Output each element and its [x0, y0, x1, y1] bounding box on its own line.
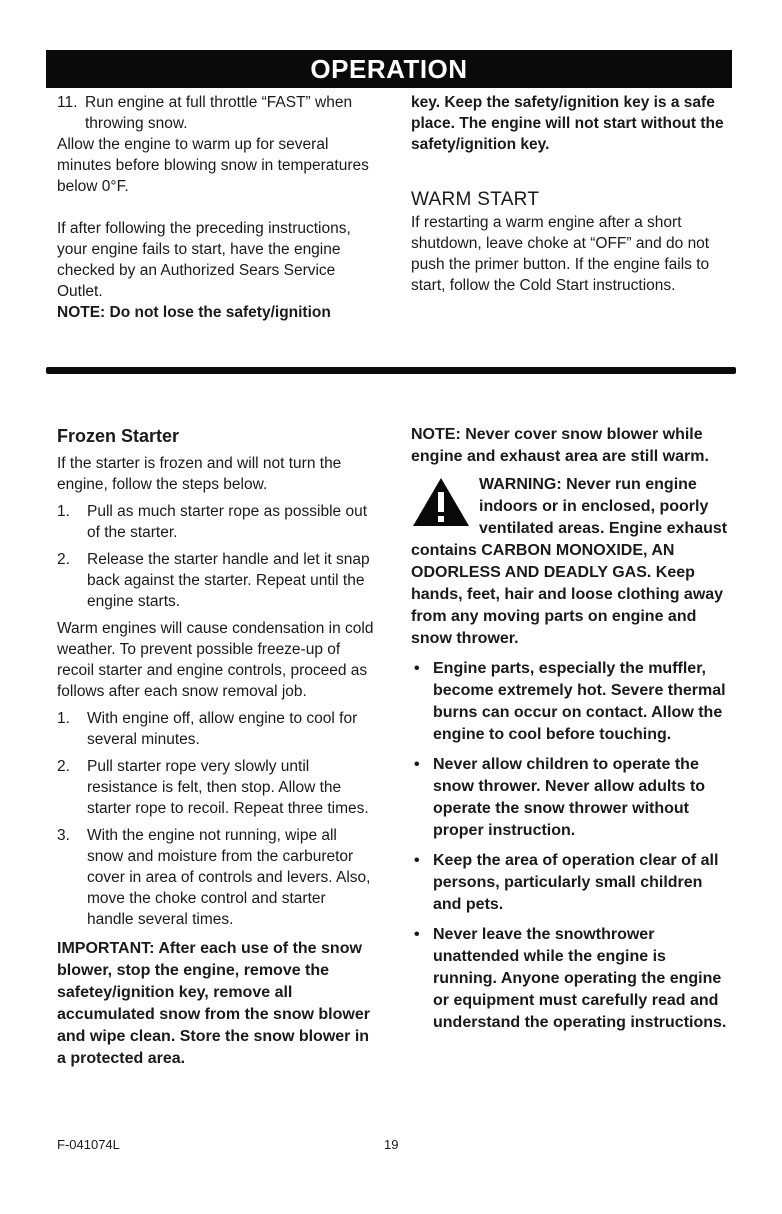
page-number: 19	[384, 1137, 399, 1152]
warning-text: WARNING: Never run engine indoors or in enclosed, poorly ventilated areas. Engine exhaust contains CARBON MONOXIDE, AN ODORLESS AND DEADLY GAS. Keep hands, feet, hair and loose clothing away from any moving parts on engine and snow thrower.	[411, 476, 728, 647]
frozen-step	[57, 549, 375, 612]
bullet-dot: •	[414, 660, 420, 677]
safety-bullet	[411, 658, 731, 746]
cover-note: NOTE: Never cover snow blower while engine and exhaust area are still warm.	[411, 426, 709, 465]
frozen-intro: If the starter is frozen and will not turn the engine, follow the steps below.	[57, 455, 342, 493]
bullet-dot: •	[414, 756, 420, 773]
bullet-text: Engine parts, especially the muffler, become extremely hot. Severe thermal burns can occur on contact. Allow the engine to cool before touching.	[433, 660, 726, 743]
section-divider	[46, 367, 736, 374]
step-text: Pull as much starter rope as possible out of the starter.	[87, 503, 367, 541]
step-number: 11.	[57, 94, 78, 111]
bullet-text: Never leave the snowthrower unattended while the engine is running. Anyone operating the engine or equipment must carefully read and understand the operating instructions.	[433, 926, 727, 1031]
warning-triangle-icon	[411, 476, 471, 528]
prevent-step	[57, 825, 375, 930]
step-number: 2.	[57, 758, 70, 775]
frozen-starter-column	[57, 424, 375, 1070]
step-text: Pull starter rope very slowly until resistance is felt, then stop. Allow the starter rope to recoil. Repeat three times.	[87, 758, 369, 817]
bullet-dot: •	[414, 852, 420, 869]
warm-start-text: If restarting a warm engine after a short shutdown, leave choke at “OFF” and do not push the primer button. If the engine fails to start, follow the Cold Start instructions.	[411, 214, 710, 294]
important-note: IMPORTANT: After each use of the snow blower, stop the engine, remove the safetey/ignition key, remove all accumulated snow from the snow blower and wipe clean. Store the snow blower in a protected area.	[57, 940, 370, 1067]
step-number: 3.	[57, 827, 70, 844]
warm-start-heading: WARM START	[411, 189, 540, 210]
warning-block	[411, 474, 731, 650]
safety-key-note-continued: key. Keep the safety/ignition key is a safe place. The engine will not start without the safety/ignition key.	[411, 94, 724, 153]
step-number: 1.	[57, 503, 70, 520]
safety-bullet	[411, 924, 731, 1034]
step-text: Run engine at full throttle “FAST” when throwing snow.	[85, 94, 353, 132]
prevent-step	[57, 708, 375, 750]
bullet-text: Never allow children to operate the snow thrower. Never allow adults to operate the snow thrower without proper instruction.	[433, 756, 706, 839]
step-11	[57, 92, 377, 134]
bullet-dot: •	[414, 926, 420, 943]
step-text: With the engine not running, wipe all snow and moisture from the carburetor cover in area of controls and levers. Also, move the choke control and starter handle several times.	[87, 827, 371, 928]
safety-bullet	[411, 850, 731, 916]
step-number: 2.	[57, 551, 70, 568]
fail-paragraph: If after following the preceding instructions, your engine fails to start, have the engine checked by an Authorized Sears Service Outlet.	[57, 220, 351, 300]
top-left-column	[57, 92, 377, 323]
safety-bullet	[411, 754, 731, 842]
frozen-starter-heading: Frozen Starter	[57, 426, 180, 446]
warm-up-paragraph: Allow the engine to warm up for several minutes before blowing snow in temperatures below 0°F.	[57, 136, 369, 195]
safety-key-note: NOTE: Do not lose the safety/ignition	[57, 304, 331, 321]
condensation-paragraph: Warm engines will cause condensation in cold weather. To prevent possible freeze-up of recoil starter and engine controls, proceed as follows after each snow removal job.	[57, 620, 374, 700]
step-number: 1.	[57, 710, 70, 727]
document-code: F-041074L	[57, 1137, 120, 1152]
safety-column	[411, 424, 731, 1034]
section-banner: OPERATION	[46, 50, 732, 88]
bullet-text: Keep the area of operation clear of all persons, particularly small children and pets.	[433, 852, 719, 913]
frozen-step	[57, 501, 375, 543]
top-right-column	[411, 92, 729, 296]
step-text: With engine off, allow engine to cool for several minutes.	[87, 710, 358, 748]
step-text: Release the starter handle and let it snap back against the starter. Repeat until the engine starts.	[87, 551, 370, 610]
prevent-step	[57, 756, 375, 819]
